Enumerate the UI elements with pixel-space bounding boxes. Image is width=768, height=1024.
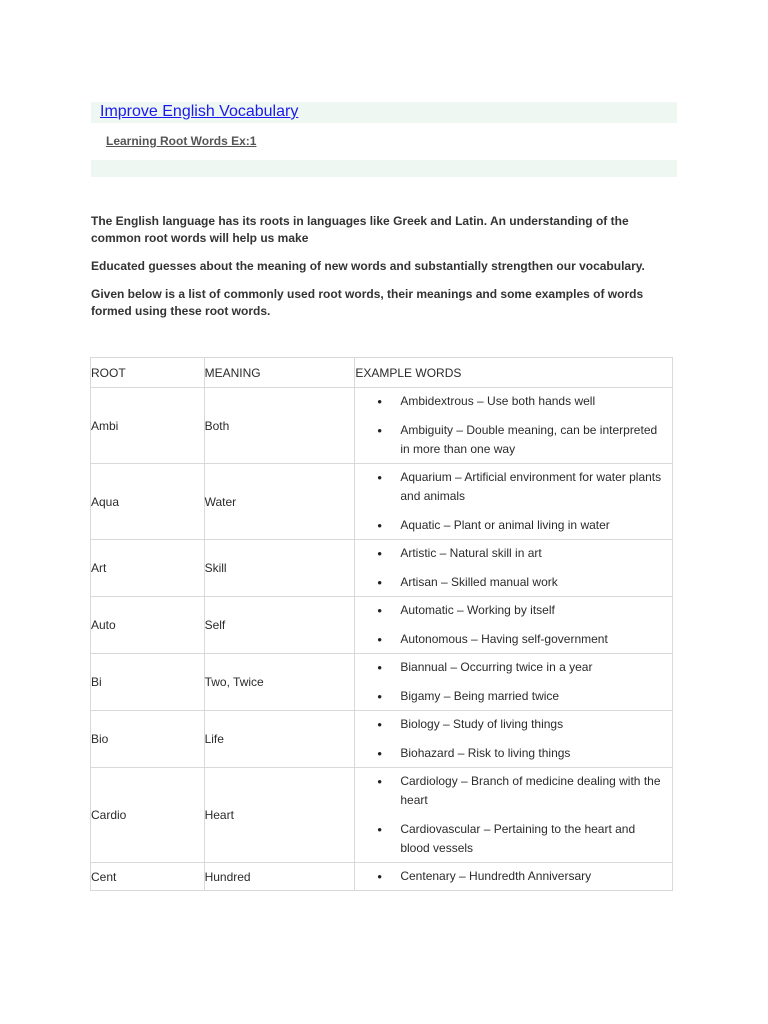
meaning-cell: Life [204,711,355,768]
root-cell: Bio [91,711,205,768]
empty-highlight-band [91,160,677,177]
header-meaning: MEANING [204,358,355,388]
intro-paragraph-2: Educated guesses about the meaning of new words and substantially strengthen our vocabulary. [91,259,645,273]
example-word-item: • Artistic – Natural skill in art [355,544,664,563]
table-body [91,388,673,891]
example-word-item: • Cardiology – Branch of medicine dealing with the heart [355,772,664,810]
root-cell: Art [91,540,205,597]
example-word-item: • Biannual – Occurring twice in a year [355,658,664,677]
table-row [91,654,673,711]
example-words-list [355,711,672,767]
example-word-item: • Aquatic – Plant or animal living in water [355,516,664,535]
example-words-list [355,863,672,890]
table-header-row [91,358,673,388]
root-cell: Auto [91,597,205,654]
example-word-item: • Aquarium – Artificial environment for water plants and animals [355,468,664,506]
example-words-list [355,768,672,862]
root-cell: Cardio [91,768,205,863]
table-row [91,464,673,540]
meaning-cell: Hundred [204,863,355,891]
example-word-item: • Ambidextrous – Use both hands well [355,392,664,411]
example-word-item: • Centenary – Hundredth Anniversary [355,867,664,886]
example-words-list [355,388,672,463]
root-cell: Ambi [91,388,205,464]
root-cell: Aqua [91,464,205,540]
table-row [91,540,673,597]
example-words-cell [355,464,673,540]
example-words-cell [355,768,673,863]
example-words-cell [355,597,673,654]
page-title-link[interactable]: Improve English Vocabulary [100,103,299,120]
table-row [91,863,673,891]
table-row [91,711,673,768]
meaning-cell: Water [204,464,355,540]
example-word-item: • Bigamy – Being married twice [355,687,664,706]
example-word-item: • Biohazard – Risk to living things [355,744,664,763]
meaning-cell: Two, Twice [204,654,355,711]
root-cell: Bi [91,654,205,711]
table-row [91,388,673,464]
example-word-item: • Autonomous – Having self-government [355,630,664,649]
example-word-item: • Ambiguity – Double meaning, can be interpreted in more than one way [355,421,664,459]
example-word-item: • Biology – Study of living things [355,715,664,734]
example-words-list [355,654,672,710]
table-row [91,597,673,654]
root-cell: Cent [91,863,205,891]
example-words-cell [355,388,673,464]
example-words-cell [355,540,673,597]
example-words-list [355,540,672,596]
example-words-list [355,464,672,539]
root-words-table [90,357,673,891]
table-row [91,768,673,863]
meaning-cell: Self [204,597,355,654]
meaning-cell: Skill [204,540,355,597]
example-words-list [355,597,672,653]
meaning-cell: Both [204,388,355,464]
example-words-cell [355,711,673,768]
intro-paragraph-1: The English language has its roots in languages like Greek and Latin. An understanding of the common root words will help us make [91,214,629,245]
example-word-item: • Artisan – Skilled manual work [355,573,664,592]
example-words-cell [355,654,673,711]
example-words-cell [355,863,673,891]
page-subtitle: Learning Root Words Ex:1 [106,134,257,148]
example-word-item: • Automatic – Working by itself [355,601,664,620]
header-example-words: EXAMPLE WORDS [355,358,673,388]
meaning-cell: Heart [204,768,355,863]
example-word-item: • Cardiovascular – Pertaining to the heart and blood vessels [355,820,664,858]
header-root: ROOT [91,358,205,388]
intro-paragraph-3: Given below is a list of commonly used root words, their meanings and some examples of words formed using these root words. [91,287,644,318]
